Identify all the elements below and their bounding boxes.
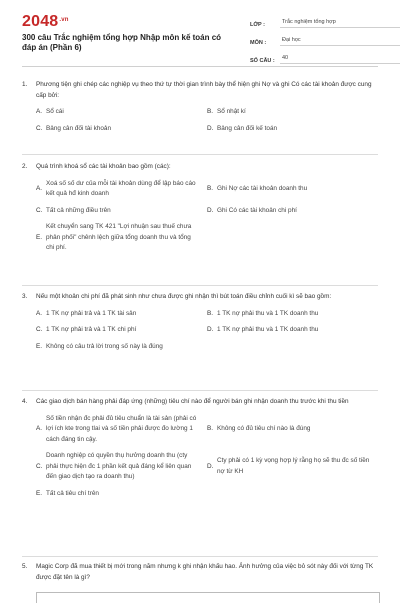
option-text: Sổ nhật kí [217,108,246,115]
option-d[interactable] [207,325,378,336]
meta-row-count [250,50,400,64]
option-letter: D. [207,206,214,214]
option-text: Ghi Nợ các tài khoản doanh thu [217,184,308,192]
option-e[interactable] [36,222,208,254]
option-letter: C. [36,326,43,333]
option-a[interactable] [36,107,207,118]
question-5 [22,562,378,583]
option-letter: E. [36,342,43,350]
divider [22,154,378,155]
option-letter: C. [36,124,43,132]
divider [22,556,378,557]
option-text: Xoá số số dư của mỗi tài khoản dùng để lập báo cáo kết quả hđ kinh doanh [46,179,196,197]
option-text: 1 TK nợ phải thu và 1 TK doanh thu [217,309,319,317]
option-text: Kết chuyển sang TK 421 "Lợi nhuận sau thuế chưa phân phối" chênh lệch giữa tổng doanh thu và tổng chi phí. [46,223,192,251]
option-letter: B. [207,108,214,115]
option-row [36,107,378,118]
option-text: Số tiền nhận đc phải đủ tiêu chuẩn là tài sản (phải có lợi ích kte trong tlai và số tiền phải được đo lường 1 cách đáng tin cậy. [46,414,197,443]
options [36,179,378,254]
option-text: Sổ cái [46,108,64,115]
option-row [36,489,378,500]
option-b[interactable] [207,179,378,200]
option-letter: B. [207,184,214,192]
question-text: Magic Corp đã mua thiết bị mới trong năm nhưng k ghi nhận khấu hao. Ảnh hưởng của việc bỏ sót này đối với từng TK được đặt tên là gì? [36,563,374,581]
option-text: Ghi Có các tài khoản chi phí [217,206,297,214]
meta-label: MÔN : [250,40,267,46]
option-row [36,206,378,217]
options [36,414,378,500]
meta-value: Đại học [280,37,400,46]
option-row [36,124,378,135]
question-text: Nếu một khoản chi phí đã phát sinh như chưa được ghi nhận thì bút toán điều chỉnh cuối kì sẽ bao gồm: [36,293,332,300]
option-text: Cty phải có 1 kỳ vọng hợp lý rằng họ sẽ thu đc số tiền nợ từ KH [217,457,370,475]
meta-value: 40 [280,55,400,64]
answer-table [36,592,380,603]
question-text: Phương tiện ghi chép các nghiệp vụ theo thứ tự thời gian trình bày thể hiện ghi Nợ và ghi Có các tài khoản được cung cấp bởi: [36,81,372,99]
question-text: Các giao dịch bán hàng phải đáp ứng (những) tiêu chí nào để người bán ghi nhận doanh thu trước khi thu tiền [36,398,349,405]
option-text: 1 TK nợ phải trả và 1 TK chi phí [46,326,137,333]
option-a[interactable] [36,179,207,200]
question-number: 5. [22,563,28,570]
meta-value: Trắc nghiệm tổng hợp [280,19,400,28]
question-4 [22,397,378,505]
option-letter: C. [36,462,43,470]
option-letter: A. [36,108,43,115]
document-title: 300 câu Trắc nghiệm tổng hợp Nhập môn kế toán có đáp án (Phần 6) [22,33,222,52]
meta-label: LỚP : [250,22,265,28]
question-3 [22,292,378,358]
question-1 [22,80,378,140]
meta-row-class [250,14,400,28]
option-e[interactable] [36,489,208,500]
option-letter: D. [207,462,214,470]
option-row [36,325,378,336]
divider [22,285,378,286]
option-a[interactable] [36,309,207,320]
document-header [22,0,378,67]
question-number: 1. [22,81,28,88]
option-letter: E. [36,233,43,241]
option-letter: B. [207,425,214,432]
option-letter: A. [36,184,43,192]
option-e[interactable] [36,342,336,353]
meta-row-subject [250,32,400,46]
option-row [36,309,378,320]
option-row [36,342,378,353]
option-text: 1 TK nợ phải thu và 1 TK doanh thu [217,326,319,333]
options [36,309,378,353]
option-letter: B. [207,309,214,317]
option-letter: D. [207,124,214,132]
option-b[interactable] [207,309,378,320]
option-c[interactable] [36,451,207,483]
question-number: 4. [22,398,28,405]
option-row [36,414,378,446]
option-row [36,222,378,254]
option-letter: D. [207,326,214,333]
logo-tld: .vn [59,17,69,23]
option-text: Không có câu trả lời trong số này là đúng [46,342,163,350]
question-number: 2. [22,163,28,170]
option-text: Tất cả tiêu chí trên [46,489,99,497]
option-text: Bảng cân đối tài khoản [46,124,112,132]
option-d[interactable] [207,206,378,217]
option-c[interactable] [36,325,207,336]
option-d[interactable] [207,124,378,135]
option-c[interactable] [36,124,207,135]
question-text: Quá trình khoá sổ các tài khoản bao gồm (các): [36,163,171,170]
option-row [36,451,378,483]
site-logo[interactable]: $2048^{.vn}$ [22,13,69,30]
option-text: Bảng cân đối kế toán [217,124,278,132]
document-meta [250,14,400,68]
divider [22,390,378,391]
options [36,107,378,134]
option-letter: A. [36,425,43,432]
option-letter: C. [36,206,43,214]
option-c[interactable] [36,206,207,217]
option-text: Doanh nghiệp có quyền thụ hưởng doanh thu (cty phải thực hiện đc 1 phần kết quả đáng kể liên quan đến giao dịch tạo ra doanh thu) [46,452,192,480]
question-2 [22,162,378,260]
question-number: 3. [22,293,28,300]
option-text: Tất cả những điều trên [46,206,111,214]
option-d[interactable] [207,451,378,483]
option-text: 1 TK nợ phải trả và 1 TK tài sản [46,309,137,317]
option-b[interactable] [207,414,378,446]
option-text: Không có đủ tiêu chí nào là đúng [217,425,311,432]
option-b[interactable] [207,107,378,118]
option-letter: A. [36,309,43,317]
meta-label: SỐ CÂU : [250,58,275,64]
option-letter: E. [36,489,43,497]
option-a[interactable] [36,414,207,446]
option-row [36,179,378,200]
